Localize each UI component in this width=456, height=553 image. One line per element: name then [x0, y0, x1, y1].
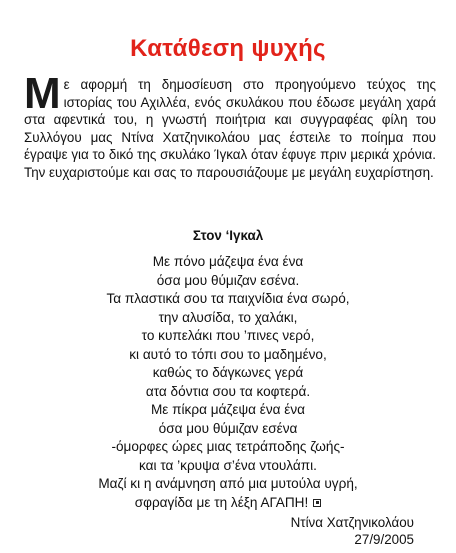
poem-line: Με πίκρα μάζεψα ένα ένα — [150, 402, 305, 417]
poem-date: 27/9/2005 — [354, 532, 414, 547]
poem-line: Τα πλαστικά σου τα παιχνίδια ένα σωρό, — [106, 291, 350, 306]
poem-line: την αλυσίδα, το χαλάκι, — [158, 309, 298, 325]
author-name: Ντίνα Χατζηνικολάου — [290, 515, 414, 530]
poem-line: και τα ’κρυψα σ’ένα ντουλάπι. — [139, 457, 317, 473]
end-of-article-icon — [313, 499, 321, 507]
poem-body — [0, 253, 456, 512]
drop-cap: Μ — [24, 69, 61, 118]
signature-block — [291, 514, 414, 548]
intro-text: ε αφορμή τη δημοσίευση στο προηγούμενο τεύχος της ιστορίας του Αχιλλέα, ενός σκυλάκου που έδωσε μεγάλη χαρά στα αφεντικά του, η γνωστή ποιήτρια και συγγραφέας φίλη του Συλλόγου μας Ντίνα Χατζηνικολάου μας έστειλε το ποίημα που έγραψε για το δικό της σκυλάκο Ίγκαλ όταν έφυγε πριν μερικά χρόνια. Την ευχαριστούμε και σας το παρουσιάζουμε με μεγάλη ευχαρίστηση. — [24, 77, 436, 180]
poem-line: καθώς το δάγκωνες γερά — [152, 365, 304, 380]
poem-line: το κυπελάκι που ’πινες νερό, — [141, 328, 315, 343]
poem-line: όσα μου θύμιζαν εσένα — [158, 420, 298, 436]
intro-paragraph — [24, 69, 436, 182]
poem-line: -όμορφες ώρες μιας τετράποδης ζωής- — [111, 439, 345, 454]
article-title: Κατάθεση ψυχής — [130, 35, 326, 62]
poem-line-text: σφραγίδα με τη λέξη ΑΓΑΠΗ! — [134, 494, 309, 510]
poem-line-last — [0, 494, 456, 513]
poem-line: όσα μου θύμιζαν εσένα. — [156, 272, 300, 288]
poem-line: κι αυτό το τόπι σου το μαδημένο, — [129, 346, 327, 362]
poem-line: Με πόνο μάζεψα ένα ένα — [152, 254, 304, 269]
poem-line: ατα δόντια σου τα κοφτερά. — [145, 383, 311, 399]
poem-line: Μαζί κι η ανάμνηση από μια μυτούλα υγρή, — [98, 476, 358, 491]
poem-title: Στον ‘Ιγκαλ — [192, 228, 264, 243]
